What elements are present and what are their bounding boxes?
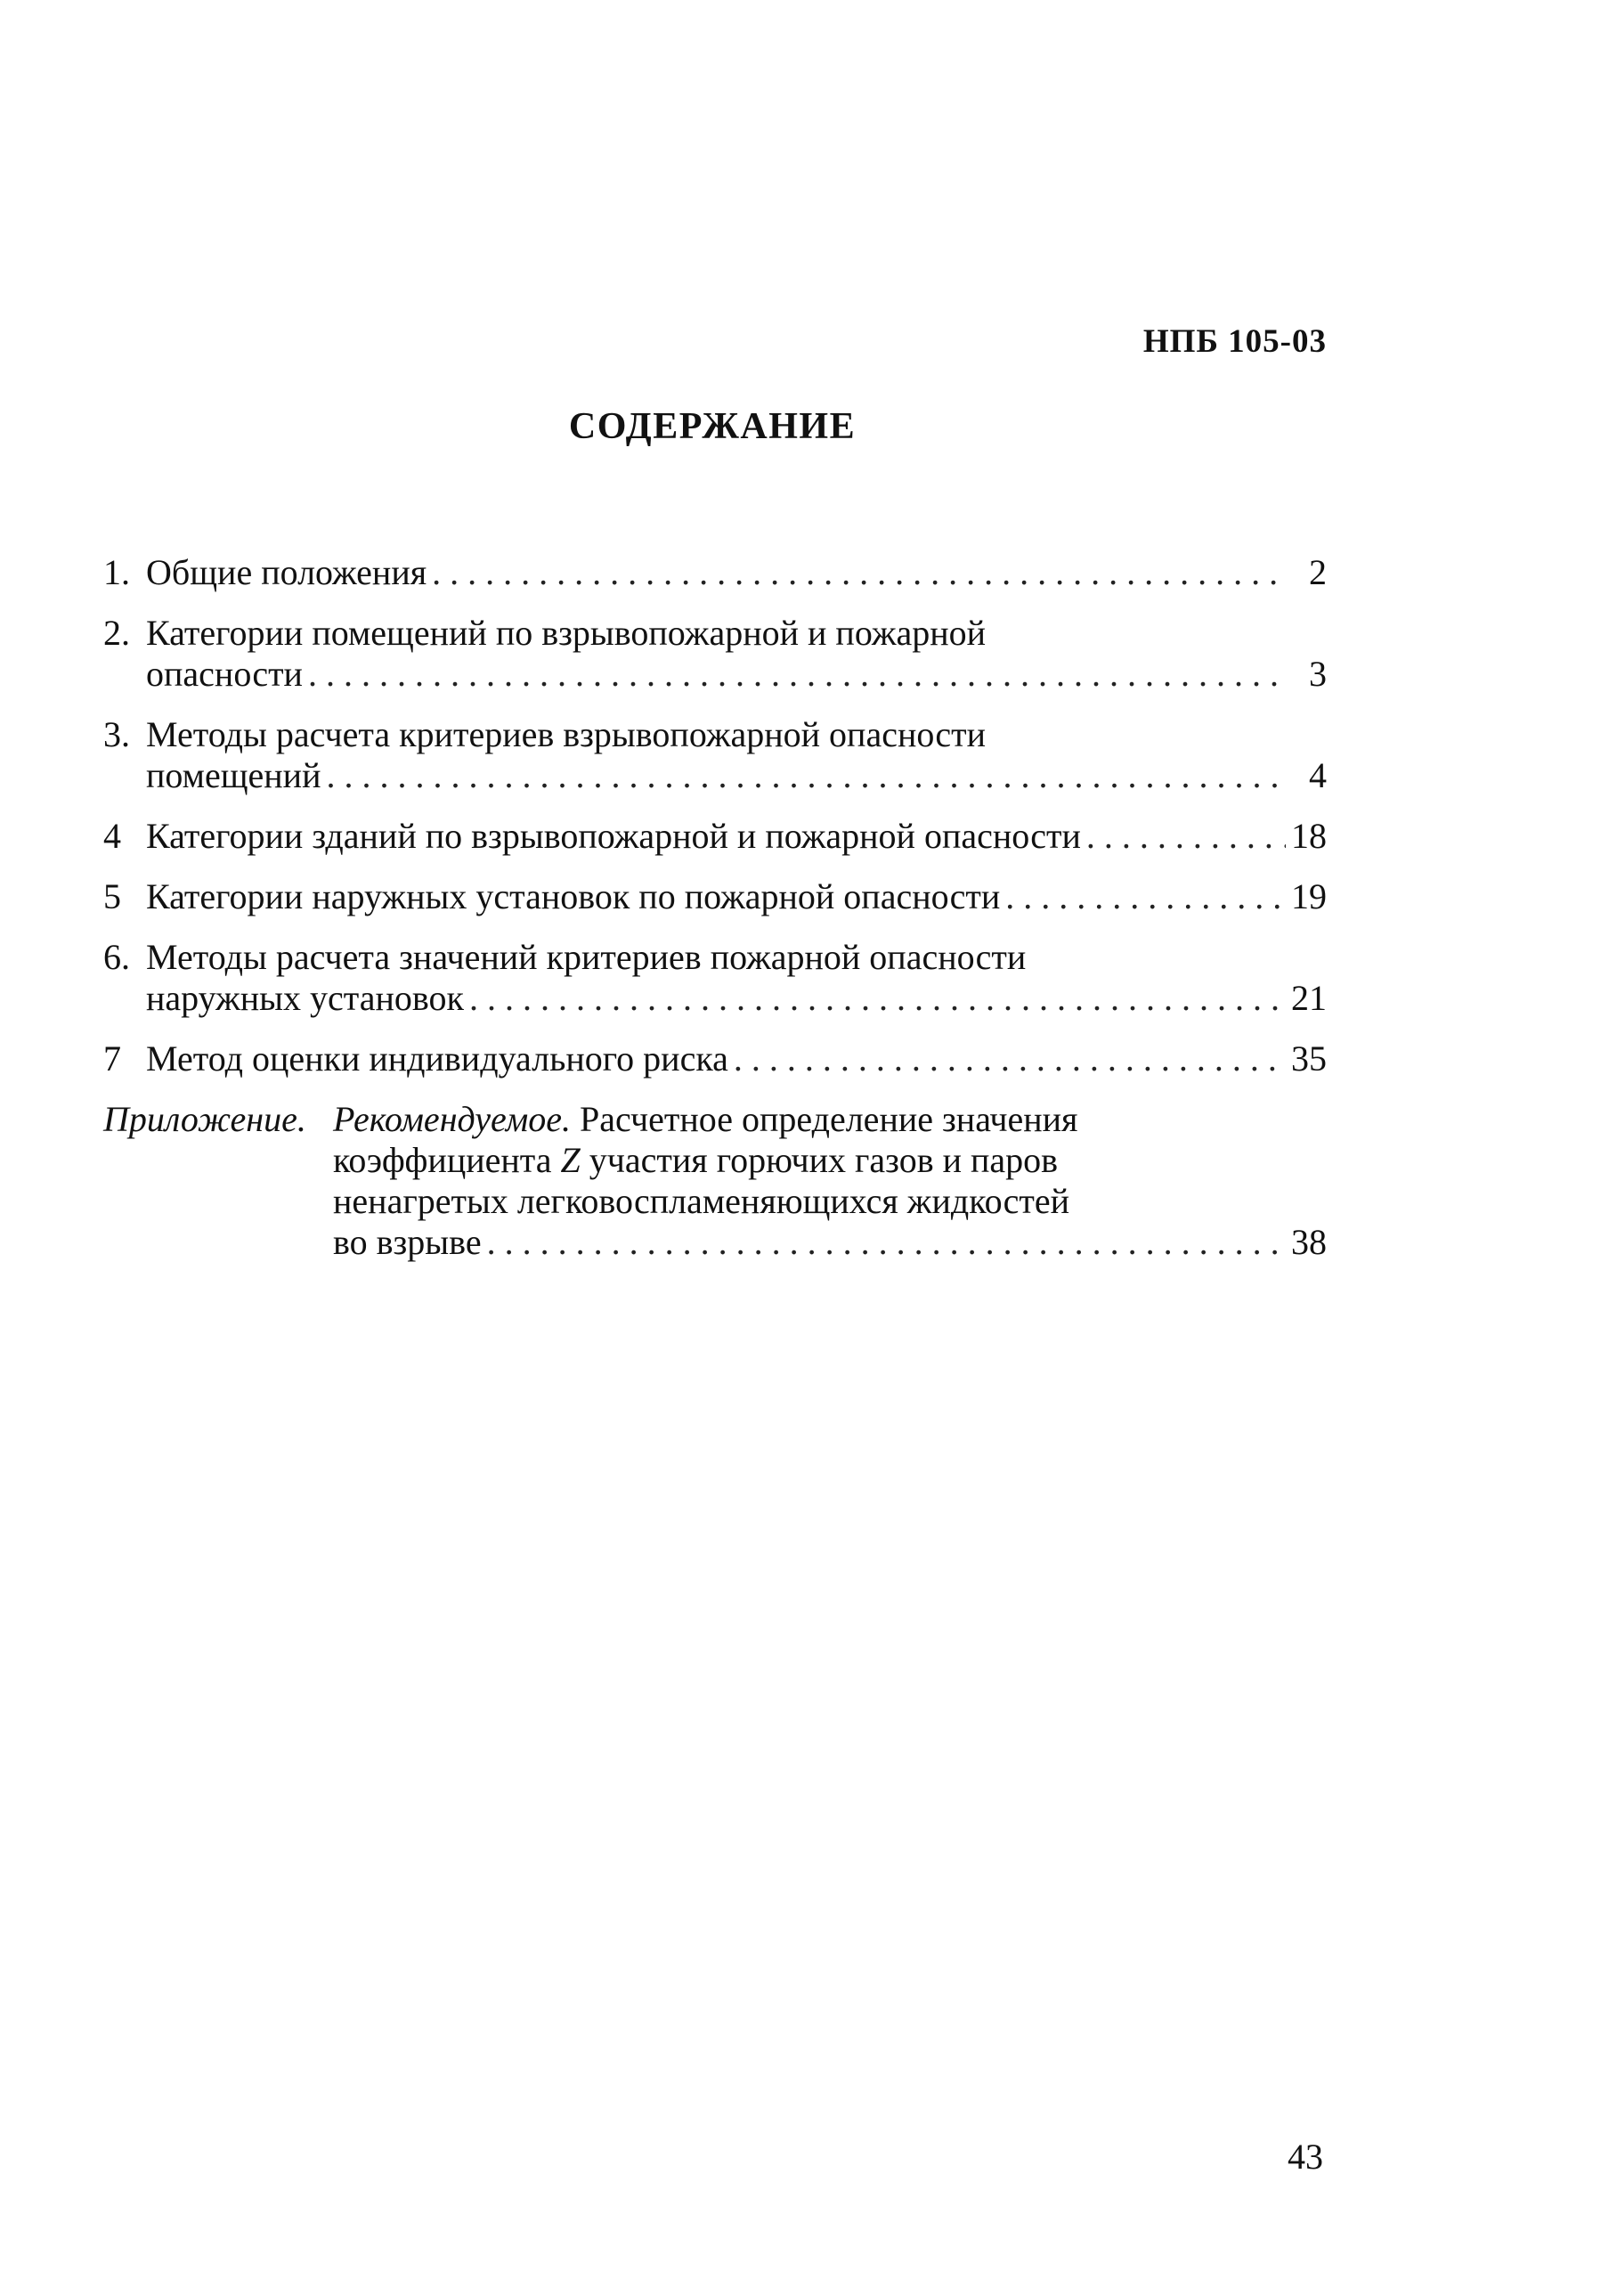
dot-leader — [469, 978, 1286, 1019]
toc-entry-title: Метод оценки индивидуального риска — [146, 1038, 728, 1079]
document-code: НПБ 105-03 — [1142, 323, 1327, 360]
toc-entry-number: 4 — [103, 816, 121, 856]
toc-entry-title: Общие положения — [146, 552, 427, 592]
appendix-label: Приложение. — [103, 1099, 306, 1139]
toc-entry-title-line: наружных установок — [146, 978, 464, 1018]
toc-entry-number: 2. — [103, 613, 130, 653]
toc-entry-5[interactable] — [103, 876, 1327, 917]
appendix-title-line: во взрыве — [333, 1222, 482, 1262]
toc-entry-2[interactable] — [103, 613, 1327, 695]
toc-entry-title-line: опасности — [146, 654, 303, 694]
toc-entry-number: 6. — [103, 937, 130, 977]
dot-leader — [308, 654, 1286, 695]
toc-entry-title: Категории зданий по взрывопожарной и пожарной опасности — [146, 816, 1081, 856]
dot-leader — [487, 1222, 1286, 1263]
toc-title: СОДЕРЖАНИЕ — [568, 406, 857, 447]
toc-entry-title: Категории наружных установок по пожарной опасности — [146, 876, 1001, 916]
toc-entry-6[interactable] — [103, 937, 1327, 1019]
toc-entry-title-line: Методы расчета значений критериев пожарной опасности — [146, 937, 1027, 977]
appendix-variable: Z — [560, 1140, 581, 1180]
toc-entry-page: 3 — [1309, 654, 1327, 694]
toc-entry-page: 19 — [1291, 876, 1327, 916]
dot-leader — [1005, 876, 1286, 917]
toc-entry-page: 2 — [1309, 552, 1327, 592]
table-of-contents — [103, 552, 1327, 1263]
dot-leader — [432, 552, 1286, 593]
toc-entry-number: 1. — [103, 552, 130, 592]
appendix-title-line: Расчетное определение значения — [580, 1099, 1078, 1139]
toc-entry-1[interactable] — [103, 552, 1327, 593]
toc-entry-number: 5 — [103, 876, 121, 916]
page-number: 43 — [1288, 2137, 1323, 2177]
toc-entry-page: 21 — [1291, 978, 1327, 1018]
toc-entry-4[interactable] — [103, 816, 1327, 857]
toc-entry-number: 7 — [103, 1038, 121, 1079]
toc-entry-page: 35 — [1291, 1038, 1327, 1079]
dot-leader — [1086, 816, 1286, 857]
dot-leader — [326, 755, 1286, 796]
toc-entry-title-line: Методы расчета критериев взрывопожарной опасности — [146, 714, 986, 754]
toc-entry-appendix[interactable] — [103, 1099, 1327, 1263]
appendix-title-line: участия горючих газов и паров — [589, 1140, 1059, 1180]
appendix-kind: Рекомендуемое. — [333, 1099, 572, 1139]
toc-entry-7[interactable] — [103, 1038, 1327, 1079]
toc-entry-number: 3. — [103, 714, 130, 754]
toc-entry-title-line: Категории помещений по взрывопожарной и пожарной — [146, 613, 987, 653]
toc-entry-title-line: помещений — [146, 755, 321, 795]
toc-entry-page: 18 — [1291, 816, 1327, 856]
toc-entry-page: 38 — [1291, 1222, 1327, 1262]
dot-leader — [734, 1038, 1286, 1079]
toc-entry-3[interactable] — [103, 714, 1327, 796]
appendix-title-line: ненагретых легковоспламеняющихся жидкостей — [333, 1181, 1069, 1221]
toc-entry-page: 4 — [1309, 755, 1327, 795]
appendix-title-line: коэффициента — [333, 1140, 552, 1180]
